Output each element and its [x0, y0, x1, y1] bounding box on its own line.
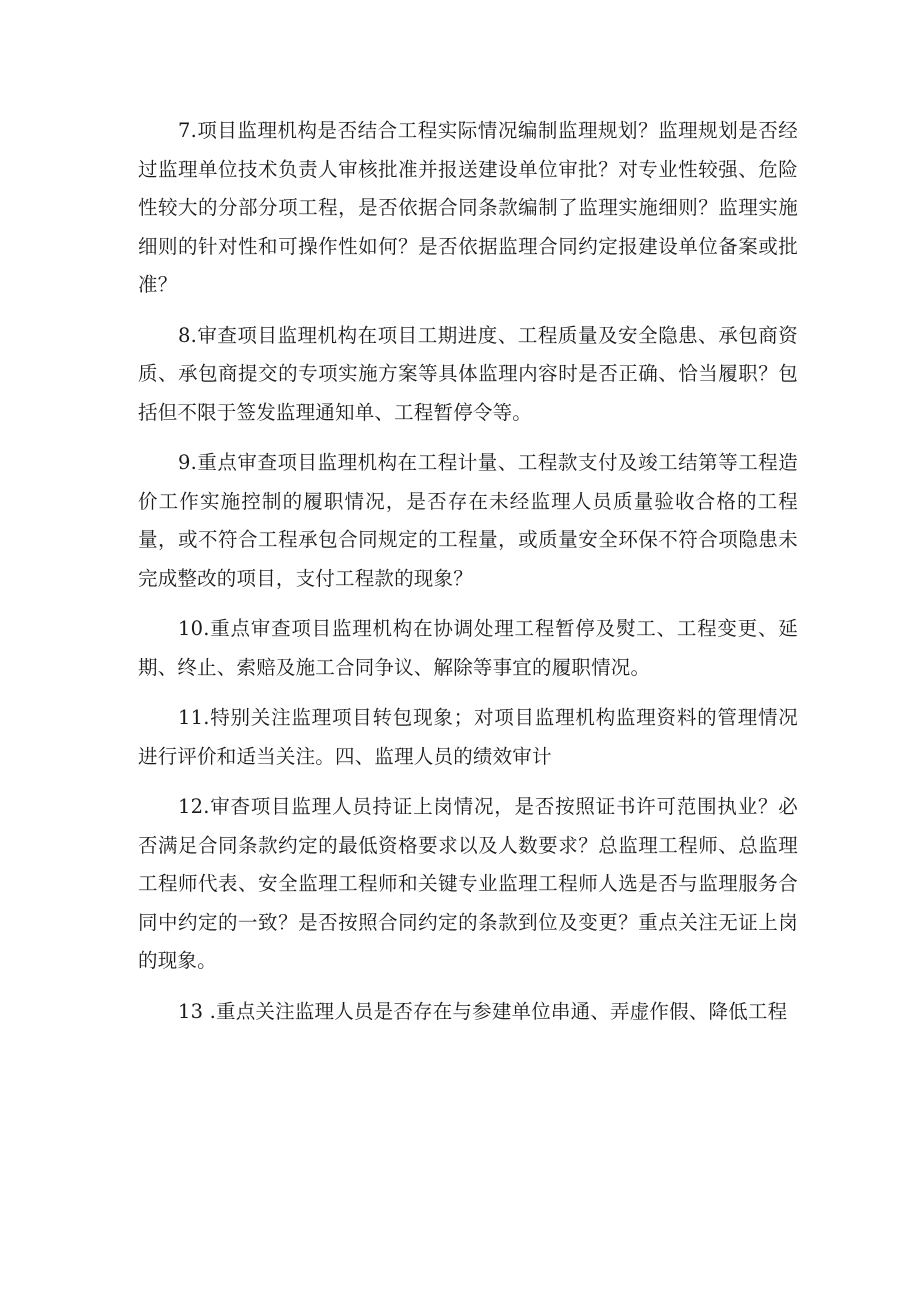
- paragraph-number: 12: [178, 795, 204, 818]
- paragraph-text: .重点审查项目监理机构在工程计量、工程款支付及竣工结第等工程造价工作实施控制的履职情况，是否存在未经监理人员质量验收合格的工程量，或不符合工程承包合同规定的工程量，或质量安全环保不符合项隐患未完成整改的项目，支付工程款的现象？: [138, 451, 798, 590]
- paragraph-number: 13: [178, 999, 204, 1023]
- paragraph-text: .项目监理机构是否结合工程实际情况编制监理规划？监理规划是否经过监理单位技术负责人审核批准并报送建设单位审批？对专业性较强、危险性较大的分部分项工程，是否依据合同条款编制了监理实施细则？监理实施细则的针对性和可操作性如何？是否依据监理合同约定报建设单位备案或批准？: [138, 119, 798, 296]
- paragraph-number: 7: [178, 119, 191, 142]
- paragraph-number: 11: [178, 706, 204, 729]
- paragraph-number: 8: [178, 323, 191, 347]
- paragraph-11: [138, 699, 798, 776]
- paragraph-text: .审杳项目监理人员持证上岗情况，是否按照证书许可范围执业？必否满足合同条款约定的最低资格要求以及人数要求？总监理工程师、总监理工程师代表、安全监理工程师和关键专业监理工程师人选是否与监理服务合同中约定的一致？是否按照合同约定的条款到位及变更？重点关注无证上岗的现象。: [138, 795, 798, 972]
- paragraph-text: .特别关注监理项目转包现象；对项目监理机构监理资料的管理情况进行评价和适当关注。四、监理人员的绩效审计: [138, 706, 798, 768]
- paragraph-9: [138, 444, 798, 598]
- paragraph-12: [138, 788, 798, 981]
- paragraph-10: [138, 610, 798, 687]
- paragraph-text: .重点关注监理人员是否存在与参建单位串通、弄虚作假、降低工程: [203, 999, 788, 1023]
- document-body: [138, 112, 798, 1043]
- paragraph-number: 10: [178, 617, 204, 640]
- paragraph-8: [138, 317, 798, 433]
- paragraph-7: [138, 112, 798, 305]
- paragraph-text: .重点审查项目监理机构在协调处理工程暂停及熨工、工程变更、延期、终止、索赔及施工合同争议、解除等事宜的履职情况。: [138, 617, 798, 679]
- paragraph-number: 9: [178, 451, 191, 474]
- paragraph-text: .审查项目监理机构在项目工期进度、工程质量及安全隐患、承包商资质、承包商提交的专项实施方案等具体监理内容时是否正确、恰当履职？包括但不限于签发监理通知单、工程暂停令等。: [138, 323, 798, 424]
- paragraph-13: [138, 993, 798, 1032]
